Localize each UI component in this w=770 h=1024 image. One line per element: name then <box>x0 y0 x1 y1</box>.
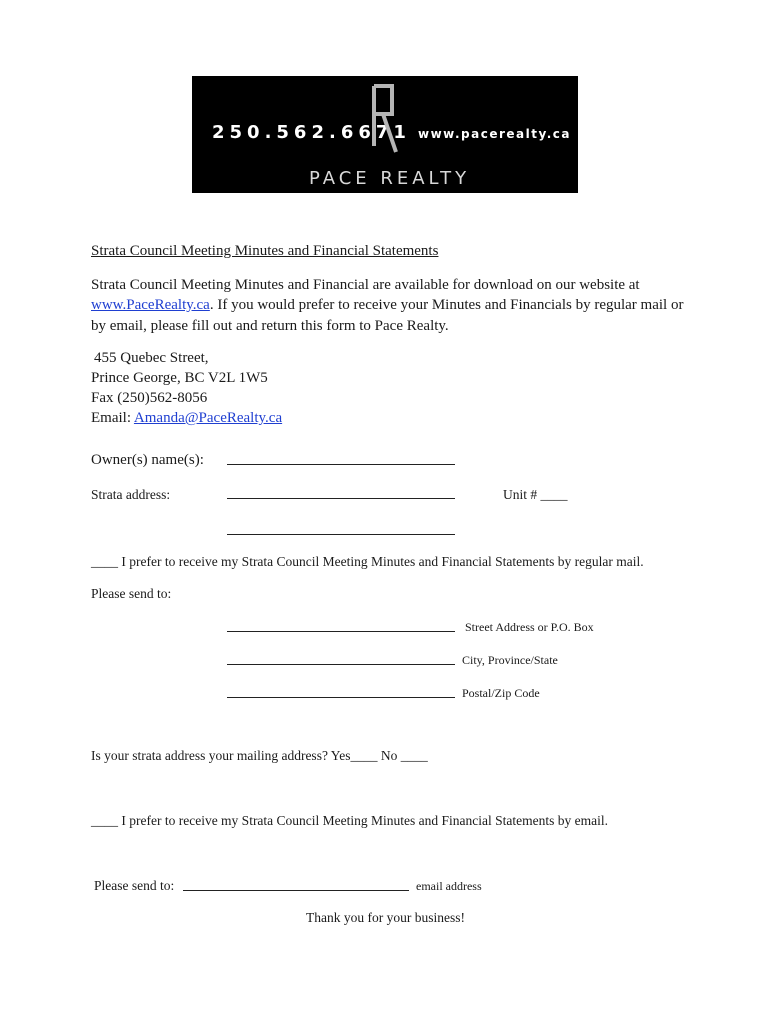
thank-you-text: Thank you for your business! <box>306 910 465 925</box>
address-city: Prince George, BC V2L 1W5 <box>91 370 268 386</box>
city-province-label: City, Province/State <box>462 653 558 667</box>
email-send-to-label: Please send to: <box>94 878 175 893</box>
street-address-label: Street Address or P.O. Box <box>465 620 594 634</box>
address-email <box>91 408 282 428</box>
intro-line-1: Strata Council Meeting Minutes and Financial are available for download on our website at <box>91 277 640 293</box>
email-address-label: email address <box>416 879 482 893</box>
intro-line-2-text: . If you would prefer to receive your Minutes and Financials by regular mail or <box>209 297 684 313</box>
mail-preference[interactable]: ____ I prefer to receive my Strata Council Meeting Minutes and Financial Statements by regular mail. <box>91 554 644 569</box>
city-province-line[interactable] <box>227 664 455 665</box>
street-address-line[interactable] <box>227 631 455 632</box>
please-send-to-label: Please send to: <box>91 586 172 601</box>
postal-code-label: Postal/Zip Code <box>462 686 540 700</box>
phone-number: 250.562.6671 <box>212 122 411 143</box>
website-link[interactable]: www.PaceRealty.ca <box>91 297 210 313</box>
intro-line-2 <box>91 295 683 315</box>
email-address-line[interactable] <box>183 890 409 891</box>
strata-address-line-1[interactable] <box>227 498 455 499</box>
header-banner <box>192 76 578 193</box>
unit-number-field[interactable]: Unit # ____ <box>503 487 568 502</box>
document-title: Strata Council Meeting Minutes and Financial Statements <box>91 243 439 259</box>
email-label: Email: <box>91 410 134 426</box>
address-fax: Fax (250)562-8056 <box>91 390 208 406</box>
email-link[interactable]: Amanda@PaceRealty.ca <box>133 410 283 426</box>
website-text: www.pacerealty.ca <box>418 127 571 141</box>
pace-r-logo-icon <box>370 84 400 154</box>
email-preference[interactable]: ____ I prefer to receive my Strata Council Meeting Minutes and Financial Statements by email. <box>91 813 608 828</box>
postal-code-line[interactable] <box>227 697 455 698</box>
owner-label: Owner(s) name(s): <box>91 452 204 468</box>
strata-address-label: Strata address: <box>91 487 171 502</box>
address-street: 455 Quebec Street, <box>94 350 209 366</box>
mailing-address-question[interactable]: Is your strata address your mailing address? Yes____ No ____ <box>91 748 428 763</box>
intro-line-3: by email, please fill out and return this form to Pace Realty. <box>91 318 449 334</box>
strata-address-line-2[interactable] <box>227 534 455 535</box>
owner-name-line[interactable] <box>227 464 455 465</box>
brand-name: PACE REALTY <box>309 168 471 189</box>
